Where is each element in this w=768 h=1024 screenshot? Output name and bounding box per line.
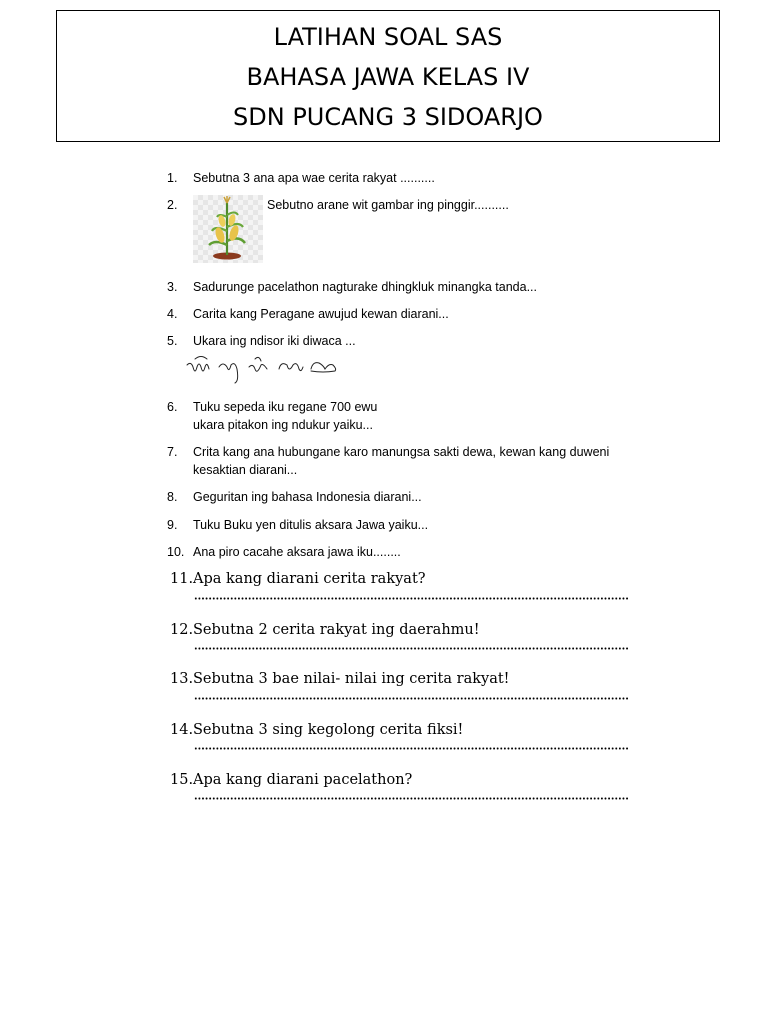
question-text: Crita kang ana hubungane karo manungsa sakti dewa, kewan kang duweni (193, 445, 610, 459)
question-text: Tuku sepeda iku regane 700 ewu (193, 400, 378, 414)
question-text: Tuku Buku yen ditulis aksara Jawa yaiku... (193, 518, 429, 532)
question-number: 12. (170, 622, 194, 638)
question-number: 11. (170, 571, 194, 587)
question-number: 13. (170, 671, 194, 687)
question-text: Sadurunge pacelathon nagturake dhingkluk minangka tanda... (193, 280, 538, 294)
answer-line (194, 647, 628, 650)
title-line-3: SDN PUCANG 3 SIDOARJO (233, 103, 543, 131)
question-number: 10. (167, 545, 185, 559)
question-number: 6. (167, 400, 178, 414)
question-text: Ana piro cacahe aksara jawa iku........ (193, 545, 401, 559)
question-text: Sebutna 2 cerita rakyat ing daerahmu! (193, 622, 480, 638)
question-text: Carita kang Peragane awujud kewan diarani... (193, 307, 449, 321)
question-number: 9. (167, 518, 178, 532)
question-number: 8. (167, 490, 178, 504)
question-number: 4. (167, 307, 178, 321)
question-text: Sebutna 3 ana apa wae cerita rakyat .......... (193, 171, 435, 185)
question-text: Geguritan ing bahasa Indonesia diarani... (193, 490, 422, 504)
javanese-script-handwriting (183, 351, 343, 387)
question-number: 7. (167, 445, 178, 459)
question-text: Apa kang diarani pacelathon? (193, 772, 413, 788)
answer-line (194, 747, 628, 750)
question-text-line2: kesaktian diarani... (193, 463, 298, 477)
question-number: 14. (170, 722, 194, 738)
answer-line (194, 797, 628, 800)
question-text: Sebutna 3 bae nilai- nilai ing cerita rakyat! (193, 671, 510, 687)
corn-plant-icon (193, 195, 263, 263)
title-line-1: LATIHAN SOAL SAS (273, 23, 503, 51)
question-text-line2: ukara pitakon ing ndukur yaiku... (193, 418, 373, 432)
answer-line (194, 697, 628, 700)
answer-line (194, 597, 628, 600)
question-text: Ukara ing ndisor iki diwaca ... (193, 334, 356, 348)
question-number: 5. (167, 334, 178, 348)
title-box (56, 10, 720, 142)
question-number: 3. (167, 280, 178, 294)
question-number: 15. (170, 772, 194, 788)
question-number: 2. (167, 198, 178, 212)
question-text: Apa kang diarani cerita rakyat? (193, 571, 426, 587)
question-text: Sebutno arane wit gambar ing pinggir.......... (267, 198, 509, 212)
question-number: 1. (167, 171, 178, 185)
question-text: Sebutna 3 sing kegolong cerita fiksi! (193, 722, 464, 738)
title-line-2: BAHASA JAWA KELAS IV (246, 63, 530, 91)
